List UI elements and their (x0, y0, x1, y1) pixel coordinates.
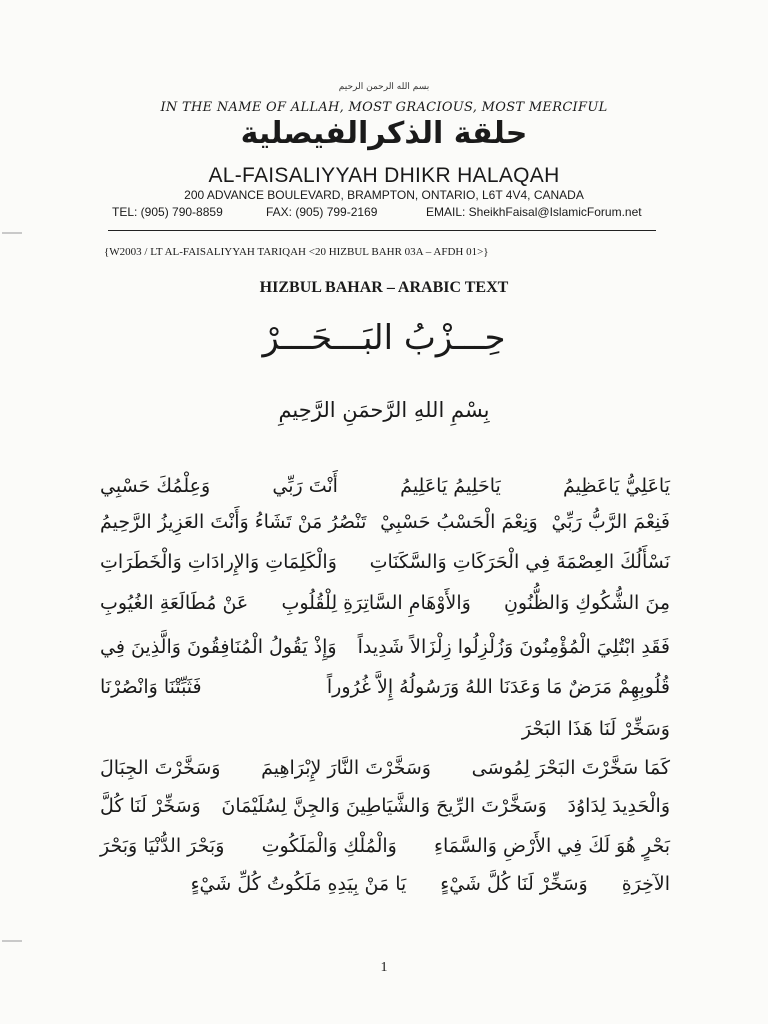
page-number: 1 (380, 960, 388, 975)
header-motto: IN THE NAME OF ALLAH, MOST GRACIOUS, MOST MERCIFUL (160, 100, 608, 115)
arabic-phrase: وَإِذْ يَقُولُ الْمُنَافِقُونَ وَالَّذِينَ فِي (100, 636, 337, 658)
header-divider (108, 230, 656, 231)
arabic-phrase: فَثَبِّتْنَا وَانْصُرْنَا (100, 676, 202, 698)
organization-arabic-name: حلقة الذكرالفيصلية (240, 116, 528, 151)
organization-english-name: AL-FAISALIYYAH DHIKR HALAQAH (208, 164, 560, 187)
arabic-phrase: وَسَخَّرْتَ النَّارَ لإِبْرَاهِيمَ (261, 757, 431, 779)
arabic-phrase: كَمَا سَخَّرْتَ البَحْرَ لِمُوسَى (471, 757, 670, 779)
fax: FAX: (905) 799-2169 (266, 205, 378, 219)
hizb-title-arabic: حِـــزْبُ البَـــحَـــرْ (262, 318, 506, 358)
arabic-phrase: وَالأَوْهَامِ السَّاتِرَةِ لِلْقُلُوبِ (281, 592, 471, 614)
arabic-phrase: وَعِلْمُكَ حَسْبِي (100, 475, 211, 497)
punch-mark (2, 232, 22, 234)
arabic-phrase: وَنِعْمَ الْحَسْبُ حَسْبِيْ (380, 511, 538, 533)
arabic-phrase: وَسَخِّرْ لَنَا كُلَّ شَيْءٍ (440, 873, 588, 895)
arabic-line (100, 713, 670, 745)
email: EMAIL: SheikhFaisal@IslamicForum.net (426, 205, 642, 219)
arabic-phrase: فَنِعْمَ الرَّبُّ رَبِّيْ (551, 511, 670, 533)
arabic-phrase: فَقَدِ ابْتُلِيَ الْمُؤْمِنُونَ وَزُلْزِلُوا زِلْزَالاً شَدِيداً (357, 636, 670, 658)
arabic-line (100, 470, 670, 502)
arabic-line (100, 546, 670, 578)
arabic-line (100, 868, 670, 900)
arabic-phrase: وَسَخَّرْتَ الرِّيحَ وَالشَّيَاطِينَ وَالجِنَّ لِسُلَيْمَانَ (221, 795, 547, 817)
arabic-phrase: الآخِرَةِ (621, 873, 670, 895)
document-reference: {W2003 / LT AL-FAISALIYYAH TARIQAH <20 HIZBUL BAHR 03A – AFDH 01>} (104, 246, 489, 258)
arabic-phrase: وَالْكَلِمَاتِ وَالإِرادَاتِ وَالْخَطَرَاتِ (100, 551, 337, 573)
arabic-phrase: قُلُوبِهِمْ مَرَضٌ مَا وَعَدَنَا اللهُ وَرَسُولُهُ إِلاَّ غُرُوراً (326, 676, 670, 698)
arabic-phrase: وَبَحْرَ الدُّنْيَا وَبَحْرَ (100, 835, 225, 857)
arabic-phrase: يَا مَنْ بِيَدِهِ مَلَكُوتُ كُلِّ شَيْءٍ (190, 873, 407, 895)
basmala: بِسْمِ اللهِ الرَّحمَنِ الرَّحِيمِ (278, 398, 490, 422)
arabic-line (100, 506, 670, 538)
arabic-phrase: بَحْرٍ هُوَ لَكَ فِي الأَرْضِ وَالسَّمَاءِ (434, 835, 670, 857)
arabic-phrase: وَالْحَدِيدَ لِدَاوُدَ (567, 795, 670, 817)
arabic-phrase: يَاعَلِيُّ يَاعَظِيمُ (563, 475, 670, 497)
arabic-phrase: يَاحَلِيمُ يَاعَلِيمُ (400, 475, 501, 497)
punch-mark (2, 940, 22, 942)
arabic-line (100, 671, 670, 703)
arabic-line (100, 790, 670, 822)
arabic-line (100, 830, 670, 862)
arabic-phrase: عَنْ مُطَالَعَةِ الغُيُوبِ (100, 592, 249, 614)
arabic-phrase: أَنْتَ رَبِّي (272, 475, 338, 497)
organization-address: 200 ADVANCE BOULEVARD, BRAMPTON, ONTARIO, L6T 4V4, CANADA (184, 188, 584, 202)
arabic-line (100, 587, 670, 619)
arabic-phrase: وَسَخِّرْ لَنَا كُلَّ (100, 795, 201, 817)
telephone: TEL: (905) 790-8859 (112, 205, 223, 219)
header-basmala: بسم الله الرحمن الرحيم (338, 82, 430, 92)
arabic-phrase: مِنَ الشُّكُوكِ وَالظُّنُونِ (503, 592, 670, 614)
arabic-phrase: وَالْمُلْكِ وَالْمَلَكُوتِ (261, 835, 397, 857)
arabic-line (100, 752, 670, 784)
arabic-line (100, 631, 670, 663)
arabic-phrase: تَنْصُرُ مَنْ تَشَاءُ وَأَنْتَ العَزِيزُ الرَّحِيمُ (100, 511, 367, 533)
document-title: HIZBUL BAHAR – ARABIC TEXT (259, 279, 509, 296)
arabic-phrase: نَسْأَلُكَ العِصْمَةَ فِي الْحَرَكَاتِ وَالسَّكَنَاتِ (369, 551, 670, 573)
arabic-phrase: وَسَخِّرْ لَنَا هَذَا البَحْرَ (521, 718, 670, 740)
arabic-phrase: وَسَخَّرْتَ الجِبَالَ (100, 757, 221, 779)
